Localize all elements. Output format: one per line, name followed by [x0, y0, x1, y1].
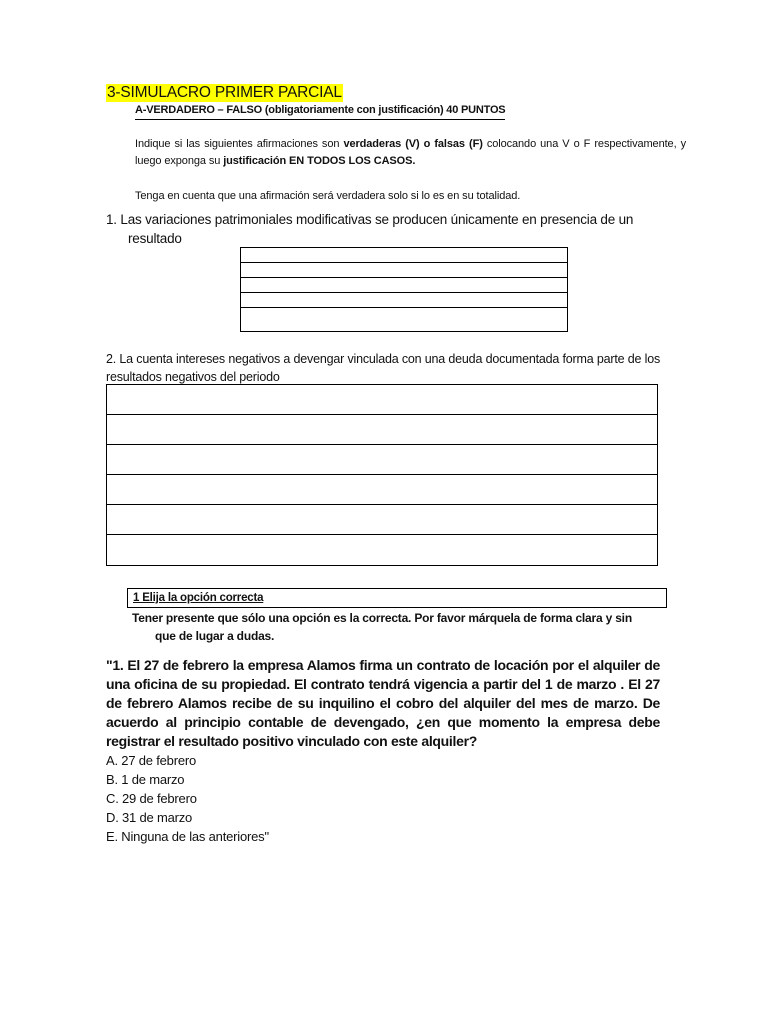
- question-1: [106, 210, 666, 248]
- answer-table-2[interactable]: [106, 384, 658, 566]
- instructions-bold-1: verdaderas (V) o falsas (F): [343, 138, 483, 150]
- instructions-text-1: Indique si las siguientes afirmaciones son: [135, 138, 344, 150]
- section-heading: 1 Elija la opción correcta: [133, 592, 264, 604]
- answer-row[interactable]: [241, 278, 567, 293]
- answer-row[interactable]: [241, 248, 567, 263]
- page-title: 3-SIMULACRO PRIMER PARCIAL: [107, 84, 342, 101]
- answer-row[interactable]: [107, 445, 657, 475]
- option-a[interactable]: A. 27 de febrero: [106, 753, 197, 768]
- answer-table-1[interactable]: [240, 247, 568, 332]
- question-1-line-2: resultado: [128, 231, 182, 246]
- question-1-line-1: 1. Las variaciones patrimoniales modificativas se producen únicamente en presencia de un: [106, 212, 634, 227]
- option-b[interactable]: B. 1 de marzo: [106, 772, 185, 787]
- answer-row[interactable]: [241, 263, 567, 278]
- answer-row[interactable]: [107, 415, 657, 445]
- instructions-text-2: colocando una V o F respectivamente, y luego exponga su: [135, 138, 686, 167]
- option-e[interactable]: E. Ninguna de las anteriores": [106, 829, 269, 844]
- answer-row[interactable]: [107, 475, 657, 505]
- option-d[interactable]: D. 31 de marzo: [106, 810, 193, 825]
- section-heading-box: [127, 588, 667, 608]
- section-instruction: [132, 609, 662, 645]
- answer-row[interactable]: [107, 385, 657, 415]
- section-instruction-line-2: que de lugar a dudas.: [155, 629, 275, 643]
- question-2: 2. La cuenta intereses negativos a devengar vinculada con una deuda documentada forma parte de los resultados negativos del periodo: [106, 352, 660, 384]
- section-instruction-line-1: Tener presente que sólo una opción es la correcta. Por favor márquela de forma clara y sin: [132, 611, 632, 625]
- section-subtitle: A-VERDADERO – FALSO (obligatoriamente con justificación) 40 PUNTOS: [135, 103, 505, 120]
- instructions-note: Tenga en cuenta que una afirmación será verdadera solo si lo es en su totalidad.: [135, 190, 521, 202]
- instructions-paragraph: [135, 136, 686, 170]
- multiple-choice-question: "1. El 27 de febrero la empresa Alamos firma un contrato de locación por el alquiler de una oficina de su propiedad. El contrato tendrá vigencia a partir del 1 de marzo . El 27 de febrero Alamos recibe de su inquilino el cobro del alquiler del mes de marzo. De acuerdo al principio contable de devengado, ¿en que momento la empresa debe registrar el resultado positivo vinculado con este alquiler?: [106, 657, 660, 749]
- instructions-bold-2: justificación EN TODOS LOS CASOS.: [223, 155, 416, 167]
- answer-row[interactable]: [107, 505, 657, 535]
- option-c[interactable]: C. 29 de febrero: [106, 791, 197, 806]
- answer-row[interactable]: [241, 308, 567, 331]
- answer-row[interactable]: [107, 535, 657, 565]
- answer-row[interactable]: [241, 293, 567, 308]
- options-list: [106, 751, 269, 846]
